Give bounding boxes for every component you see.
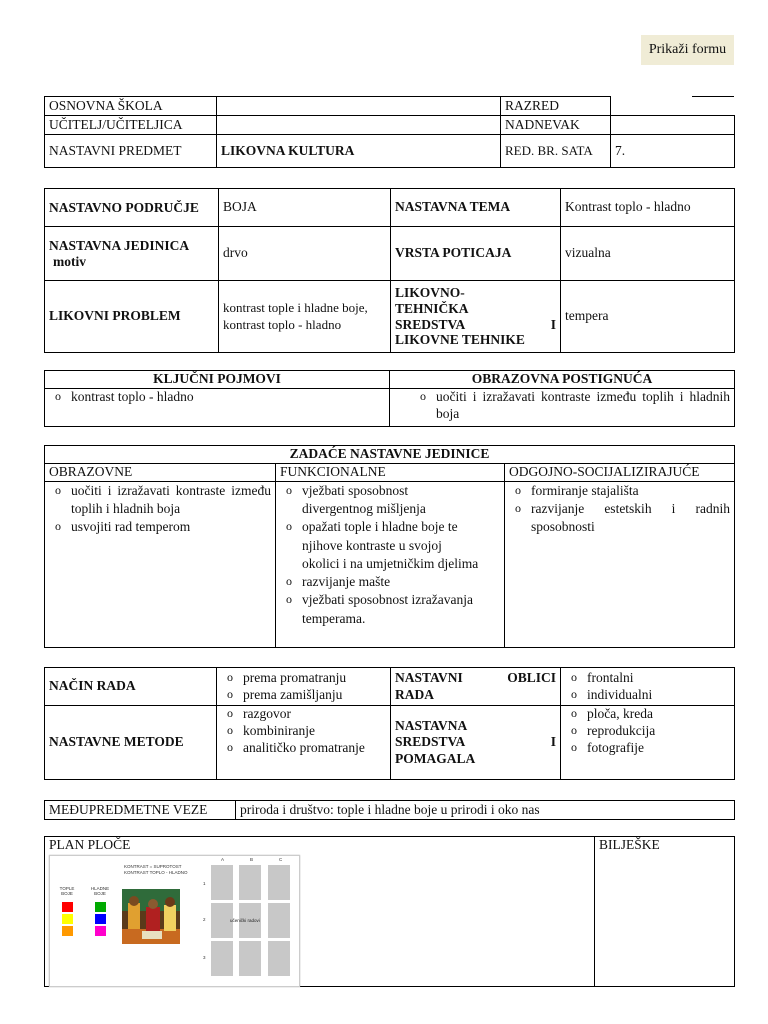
work-item: o prema zamišljanju: [221, 687, 386, 704]
task-item: o opažati tople i hladne boje te njihove kontraste u svojoj okolici i na umjetničkim djelima: [280, 518, 482, 573]
notes-label: BILJEŠKE: [599, 837, 660, 852]
grade-label: RAZRED: [501, 97, 611, 116]
tools-value: tempera: [561, 281, 735, 353]
method-item: o kombiniranje: [221, 723, 386, 740]
subject-value: LIKOVNA KULTURA: [217, 135, 501, 168]
outcome-item: o uočiti i izražavati kontraste između toplih i hladnih boja: [414, 389, 730, 423]
board-plan-image: [49, 855, 300, 987]
tasks-col3: [505, 482, 735, 648]
warm-swatch: [62, 926, 73, 936]
task-item: o razvijanje estetskih i radnih sposobnosti: [509, 500, 730, 536]
board-plan-label: PLAN PLOČE: [49, 837, 131, 852]
aid-item: o reprodukcija: [565, 723, 730, 740]
grid-col-a: A: [221, 857, 225, 862]
aids-label-2: POMAGALA: [395, 750, 476, 766]
tools-label-i: I: [550, 316, 556, 332]
teacher-label: UČITELJ/UČITELJICA: [45, 116, 217, 135]
stimulus-label: VRSTA POTICAJA: [391, 227, 561, 281]
tasks-col1-title: OBRAZOVNE: [45, 464, 276, 482]
method-item: o analitičko promatranje: [221, 740, 386, 757]
cold-swatch: [95, 926, 106, 936]
task-item: o vježbati sposobnost divergentnog mišljenja: [280, 482, 482, 518]
forms-label-2: OBLICI: [507, 670, 556, 686]
unit-value: drvo: [219, 227, 391, 281]
method-item: o razgovor: [221, 706, 386, 723]
tasks-title: ZADAĆE NASTAVNE JEDINICE: [45, 446, 735, 464]
tasks-col3-title: ODGOJNO-SOCIJALIZIRAJUĆE: [505, 464, 735, 482]
school-value[interactable]: [217, 97, 501, 116]
warm-swatch: [62, 914, 73, 924]
concepts-cell: [45, 389, 390, 427]
artwork-reproduction: [122, 889, 180, 944]
methods-label: NASTAVNE METODE: [45, 706, 217, 780]
tools-label: LIKOVNO-TEHNIČKA SREDSTVA: [395, 285, 468, 332]
problem-label: LIKOVNI PROBLEM: [45, 281, 219, 353]
work-slot: [239, 865, 261, 900]
work-slot: [211, 865, 233, 900]
teacher-value[interactable]: [217, 116, 501, 135]
lesson-number-label: RED. BR. SATA: [501, 135, 611, 168]
tools-label-cell: [391, 281, 561, 353]
theme-label: NASTAVNA TEMA: [391, 189, 561, 227]
cross-table: [44, 800, 735, 820]
forms-label-3: RADA: [395, 686, 434, 702]
student-works-label: učenički radovi: [230, 918, 260, 923]
grade-value[interactable]: [611, 97, 735, 116]
forms-label-1: NASTAVNI: [395, 670, 463, 686]
form-item: o frontalni: [565, 670, 730, 687]
work-slot: [211, 941, 233, 976]
aids-label-cell: [391, 706, 561, 780]
info-table: [44, 188, 735, 353]
tools-label-2: LIKOVNE TEHNIKE: [395, 332, 525, 348]
methods-table: [44, 667, 735, 780]
form-item: o individualni: [565, 687, 730, 704]
work-slot: [239, 941, 261, 976]
aids-cell: [561, 706, 735, 780]
work-item: o prema promatranju: [221, 670, 386, 687]
tasks-col1: [45, 482, 276, 648]
top-right-rule: [692, 96, 734, 97]
concept-item: o kontrast toplo - hladno: [49, 389, 385, 406]
header-table: [44, 96, 735, 168]
show-form-button[interactable]: Prikaži formu: [641, 35, 734, 65]
aids-label-1: NASTAVNA SREDSTVA: [395, 718, 467, 750]
work-slot: [268, 865, 290, 900]
aid-item: o ploča, kreda: [565, 706, 730, 723]
school-label: OSNOVNA ŠKOLA: [45, 97, 217, 116]
area-label: NASTAVNO PODRUČJE: [45, 189, 219, 227]
cross-label: MEĐUPREDMETNE VEZE: [45, 801, 236, 820]
task-item: o formiranje stajališta: [509, 482, 730, 500]
concepts-title: KLJUČNI POJMOVI: [45, 371, 390, 389]
cold-swatch: [95, 902, 106, 912]
task-item: o razvijanje mašte: [280, 573, 482, 591]
task-item: o uočiti i izražavati kontraste između toplih i hladnih boja: [49, 482, 271, 518]
problem-value: kontrast tople i hladne boje, kontrast toplo - hladno: [219, 281, 391, 353]
aid-item: o fotografije: [565, 740, 730, 757]
unit-label-cell: [45, 227, 219, 281]
cold-swatch: [95, 914, 106, 924]
warm-colors-label: TOPLE BOJE: [59, 886, 75, 896]
work-cell: [217, 668, 391, 706]
grid-row-2: 2: [203, 917, 206, 922]
cold-colors-label: HLADNE BOJE: [90, 886, 110, 896]
task-item: o usvojiti rad temperom: [49, 518, 271, 536]
work-slot: [268, 941, 290, 976]
grid-row-1: 1: [203, 881, 206, 886]
outcomes-cell: [390, 389, 735, 427]
outcomes-title: OBRAZOVNA POSTIGNUĆA: [390, 371, 735, 389]
unit-motif-label: motiv: [53, 253, 86, 269]
theme-value: Kontrast toplo - hladno: [561, 189, 735, 227]
warm-swatch: [62, 902, 73, 912]
aids-label-i: I: [550, 734, 556, 750]
notes-cell[interactable]: [595, 837, 735, 987]
work-label: NAČIN RADA: [45, 668, 217, 706]
work-slot: [268, 903, 290, 938]
grid-row-3: 3: [203, 955, 206, 960]
tasks-col2-title: FUNKCIONALNE: [276, 464, 505, 482]
tasks-table: [44, 445, 735, 648]
task-item: o vježbati sposobnost izražavanja temperama.: [280, 591, 482, 627]
tasks-col2: [276, 482, 505, 648]
cross-value: priroda i društvo: tople i hladne boje u prirodi i oko nas: [236, 801, 735, 820]
lesson-number-value: 7.: [611, 135, 735, 168]
board-title-1: KONTRAST = SUPROTOST: [124, 864, 182, 869]
forms-label-cell: [391, 668, 561, 706]
methods-cell: [217, 706, 391, 780]
board-title-2: KONTRAST TOPLO - HLADNO: [124, 870, 188, 875]
subject-label: NASTAVNI PREDMET: [45, 135, 217, 168]
stimulus-value: vizualna: [561, 227, 735, 281]
date-label: NADNEVAK: [501, 116, 611, 135]
area-value: BOJA: [219, 189, 391, 227]
unit-label: NASTAVNA JEDINICA: [49, 237, 190, 253]
date-value[interactable]: [611, 116, 735, 135]
grid-col-b: B: [250, 857, 254, 862]
grid-col-c: C: [279, 857, 283, 862]
key-table: [44, 370, 735, 427]
forms-cell: [561, 668, 735, 706]
